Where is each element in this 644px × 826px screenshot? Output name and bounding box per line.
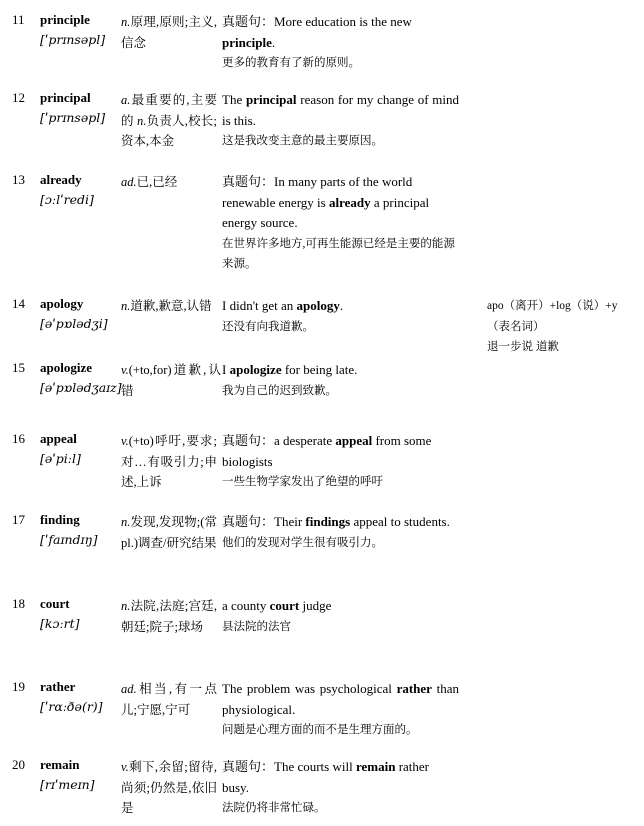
example-post: rather busy. <box>222 759 430 795</box>
definition-text-2: 负责人,校长;资本,本金 <box>121 113 217 148</box>
phonetic: [əˈpɒlədʒaɪz] <box>40 380 122 395</box>
entry-number: 16 <box>12 431 25 446</box>
note-line-1: apo（离开）+log（说）+y <box>487 300 618 312</box>
example <box>222 512 459 553</box>
example-keyword: apology <box>296 298 340 313</box>
example-keyword: findings <box>305 514 351 529</box>
entry-number: 14 <box>12 296 25 311</box>
example-pre: 真题句：In many parts of the world renewable energy is <box>222 174 413 210</box>
example <box>222 296 459 337</box>
definition-text: 法院,法庭;宫廷,朝廷;院子;球场 <box>121 599 217 634</box>
headword: rather <box>40 679 76 694</box>
note-line-3: 退一步说 道歉 <box>487 341 559 353</box>
example-pre: The <box>222 92 246 107</box>
entry-number: 15 <box>12 360 25 375</box>
example-post: . <box>271 34 276 50</box>
headword: apology <box>40 296 84 311</box>
example-pre: I <box>222 362 230 377</box>
part-of-speech: n. <box>121 515 131 529</box>
phonetic: [ɔːlˈredi] <box>40 192 94 207</box>
phonetic: [ˈprɪnsəpl] <box>40 110 106 125</box>
definition <box>121 596 217 637</box>
definition <box>121 296 225 317</box>
example-pre: The problem was psychological <box>222 681 397 696</box>
headword: principal <box>40 90 91 105</box>
part-of-speech: n. <box>121 599 131 613</box>
example-keyword: rather <box>396 681 432 696</box>
definition <box>121 757 217 819</box>
headword: finding <box>40 512 80 527</box>
definition-text: 剩下,余留;留待,尚须;仍然是,依旧是 <box>121 760 217 815</box>
definition <box>121 512 217 553</box>
definition-text: (+to,for)道歉,认错 <box>121 363 221 398</box>
example-keyword: principle <box>222 34 272 50</box>
entry-number: 20 <box>12 757 25 772</box>
headword: apologize <box>40 360 92 375</box>
definition <box>121 172 217 193</box>
example <box>222 90 459 151</box>
definition-text: 最重要的,主要的 <box>121 93 217 128</box>
example-post: judge <box>299 598 332 613</box>
part-of-speech: v. <box>121 760 129 774</box>
example-keyword: court <box>269 598 300 613</box>
example <box>222 431 447 492</box>
definition-text: 道歉,歉意,认错 <box>130 299 212 313</box>
phonetic: [rɪˈmeɪn] <box>40 777 95 792</box>
example-post: appeal to students. <box>350 514 450 529</box>
entry-number: 18 <box>12 596 25 611</box>
entry-number: 17 <box>12 512 25 527</box>
example-translation: 法院仍将非常忙碌。 <box>222 802 326 814</box>
phonetic: [əˈpɒlədʒi] <box>40 316 108 331</box>
example-keyword: appeal <box>335 433 373 448</box>
example-translation: 我为自己的迟到致歉。 <box>222 384 337 397</box>
example-keyword: remain <box>355 759 396 774</box>
definition <box>121 90 217 152</box>
example-translation: 县法院的法官 <box>222 620 291 633</box>
example-pre: a county <box>222 598 270 613</box>
entry-number: 13 <box>12 172 25 187</box>
phonetic: [ˈprɪnsəpl] <box>40 32 106 47</box>
etymology-note <box>487 296 642 358</box>
example-post: than physiological. <box>222 681 459 717</box>
example-translation: 一些生物学家发出了绝望的呼吁 <box>222 476 383 488</box>
definition <box>121 431 217 493</box>
example-translation: 在世界许多地方,可再生能源已经是主要的能源来源。 <box>222 237 455 270</box>
note-line-2: （表名词） <box>487 320 545 333</box>
part-of-speech: v. <box>121 434 129 448</box>
example-keyword: apologize <box>229 362 282 377</box>
entry-number: 19 <box>12 679 25 694</box>
definition-text: 发现,发现物;(常 pl.)调查/研究结果 <box>121 515 217 550</box>
example-post: reason for my change of mind is this. <box>222 92 459 128</box>
example-pre: 真题句：The courts will <box>222 759 356 774</box>
example <box>222 172 455 274</box>
part-of-speech: v. <box>121 363 129 377</box>
example-pre: 真题句：More education is the new <box>222 14 412 29</box>
entry-number: 12 <box>12 90 25 105</box>
example-pre: 真题句：Their <box>222 514 306 529</box>
definition <box>121 12 217 53</box>
example-translation: 他们的发现对学生很有吸引力。 <box>222 536 383 549</box>
example <box>222 757 447 818</box>
phonetic: [ˈrɑːðə(r)] <box>40 699 103 714</box>
definition-text: 相当,有一点儿;宁愿,宁可 <box>121 682 217 717</box>
entry-number: 11 <box>12 12 25 27</box>
example-translation: 这是我改变主意的最主要原因。 <box>222 135 383 147</box>
example-translation: 问题是心理方面的而不是生理方面的。 <box>222 724 418 736</box>
example-post: . <box>339 298 344 313</box>
part-of-speech-2: n. <box>137 113 147 128</box>
part-of-speech: ad. <box>121 175 137 189</box>
example-keyword: principal <box>245 92 297 107</box>
example-pre: I didn't get an <box>222 298 297 313</box>
example <box>222 596 459 637</box>
definition-text: 原理,原则;主义,信念 <box>121 15 217 50</box>
definition-text: (+to)呼吁,要求;对…有吸引力;申述,上诉 <box>121 434 217 489</box>
example <box>222 360 459 401</box>
definition <box>121 679 217 720</box>
example-post: from some biologists <box>222 433 432 469</box>
example-post: a principal energy source. <box>222 194 430 230</box>
example <box>222 679 459 740</box>
phonetic: [kɔːrt] <box>40 616 80 631</box>
part-of-speech: n. <box>121 15 131 29</box>
phonetic: [ˈfaɪndɪŋ] <box>40 532 98 547</box>
definition <box>121 360 221 401</box>
example-keyword: already <box>328 194 371 210</box>
definition-text: 已,已经 <box>136 175 178 189</box>
headword: already <box>40 172 82 187</box>
example-translation: 还没有向我道歉。 <box>222 320 314 333</box>
example-translation: 更多的教育有了新的原则。 <box>222 57 360 69</box>
part-of-speech: a. <box>121 93 131 107</box>
headword: remain <box>40 757 80 772</box>
example-post: for being late. <box>281 362 358 377</box>
part-of-speech: ad. <box>121 682 137 696</box>
example <box>222 12 459 73</box>
phonetic: [əˈpiːl] <box>40 451 81 466</box>
headword: court <box>40 596 70 611</box>
headword: appeal <box>40 431 77 446</box>
part-of-speech: n. <box>121 299 131 313</box>
headword: principle <box>40 12 90 27</box>
example-pre: 真题句：a desperate <box>222 433 336 448</box>
